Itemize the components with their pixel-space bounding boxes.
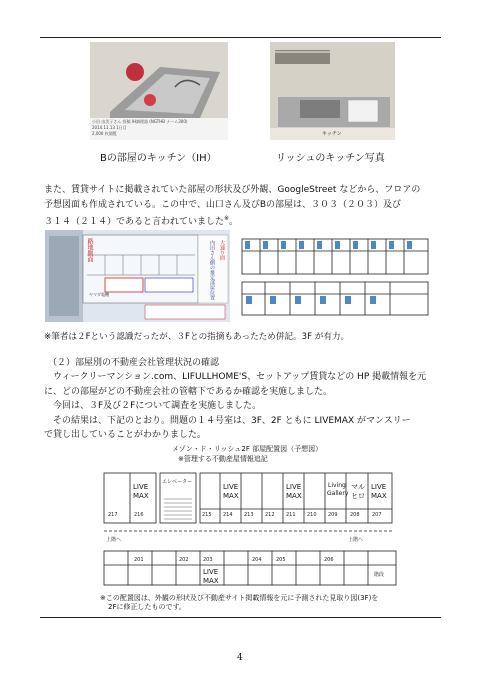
plan-note-line1: ※この配置図は、外観の形状及び不動産サイト掲載情報を元に予測された見取り図(3F)を: [100, 594, 379, 602]
livemax-203-live: LIVE: [203, 568, 219, 576]
section2-line3: 今回は、３F及び２Fについて調査を実施しました。: [53, 401, 262, 411]
photo1-meta-line2: 2014.11.13 1日目: [92, 125, 127, 130]
avenue-side-label: 大通り面: [219, 240, 225, 260]
room-216: 216: [134, 512, 144, 518]
maruhiro-hiro: ヒロ: [351, 492, 365, 500]
paragraph-floor-map-intro: また、賃貸サイトに掲載されていた部屋の形状及び外観、GoogleStreet などから、フロアの 予想図面も作成されている。この中で、山口さん及びBの部屋は、３０３（２０３）及び ３１４（２１４）であると言われていました※。: [44, 183, 440, 230]
room-217: 217: [108, 512, 118, 518]
room-203: 203: [203, 557, 213, 563]
ih-kitchen-photo: [90, 42, 228, 140]
road-side-label: 路地側面: [86, 238, 93, 262]
room-209: 209: [328, 512, 338, 518]
section2-line2: に、どの部屋がどの不動産会社の管轄下であるか確認を実施しました。: [44, 386, 333, 397]
stairs-label: 階段: [374, 572, 385, 578]
livemax-216-max: MAX: [133, 492, 149, 500]
room-206: 206: [324, 557, 334, 563]
bottom-rule: [40, 617, 441, 618]
livemax-207-live: LIVE: [371, 483, 387, 491]
livemax-211-max: MAX: [286, 492, 302, 500]
room-205: 205: [276, 557, 286, 563]
para1-line2: 予想図面も作成されている。この中で、山口さん及びBの部屋は、３０３（２０３）及び: [44, 199, 401, 210]
para1-line3: ３１４（２１４）であると言われていました: [44, 217, 225, 227]
para1-line1: また、賃貸サイトに掲載されていた部屋の形状及び外観、GoogleStreet などから、フロアの: [44, 185, 421, 195]
kitchen-label: キッチン: [322, 131, 342, 137]
section2-line4: その結果は、下記のとおり。問題の１４号室は、3F、2F ともに LIVEMAX がマンスリー: [53, 415, 411, 426]
estimated-room-label: 内田さん側の推定部屋位置: [209, 240, 215, 300]
room-210: 210: [307, 512, 317, 518]
section2-body: [44, 370, 440, 443]
livemax-203-max: MAX: [203, 577, 219, 585]
photo1-meta-line1: 小田 由美子さん 投稿 IH調理器 (NGTHB ナーム300): [92, 119, 188, 124]
upstairs-left: 上階へ: [106, 537, 122, 543]
livemax-211-live: LIVE: [286, 483, 302, 491]
room-213: 213: [244, 512, 254, 518]
floor-plan-2f: [100, 469, 400, 593]
room-201: 201: [134, 557, 144, 563]
section2-line5: で貸し出していることがわかりました。: [44, 430, 207, 440]
floor-plan-drawing: [240, 236, 430, 318]
upstairs-right: 上階へ: [348, 537, 364, 543]
room-215: 215: [202, 512, 212, 518]
room-207: 207: [372, 512, 382, 518]
store-label: ヤマダ電機: [89, 292, 109, 297]
note-floor-assumption: ※筆者は２Fという認識だったが、３Fとの指摘もあったため併記。3F が有力。: [44, 332, 350, 342]
livemax-207-max: MAX: [371, 492, 387, 500]
section2-line1: ウィークリーマンション.com、LIFULLHOME'S、セットアップ賃貸などの HP 掲載情報を元: [53, 372, 427, 382]
elevator-label: エレベーター: [162, 479, 193, 485]
livemax-216-live: LIVE: [133, 483, 149, 491]
plan-note-line2: 2Fに修正したものです。: [108, 603, 186, 611]
caption-ih-kitchen: Bの部屋のキッチン（IH）: [100, 153, 217, 164]
livemax-214-max: MAX: [223, 492, 239, 500]
page-number: 4: [237, 653, 243, 663]
floor-map-image: [45, 230, 230, 322]
caption-riche-kitchen: リッシュのキッチン写真: [276, 153, 385, 164]
plan-title: メゾン・ド・リッシュ2F 部屋配置図（予想図）: [172, 445, 323, 453]
living-gallery-gallery: Gallery: [327, 490, 349, 497]
top-rule: [40, 37, 441, 38]
riche-kitchen-photo: [270, 42, 395, 140]
room-202: 202: [179, 557, 189, 563]
plan-subtitle: ※管理する不動産屋情報追記: [178, 455, 268, 463]
room-212: 212: [265, 512, 275, 518]
living-gallery-living: Living: [328, 482, 346, 489]
room-214: 214: [223, 512, 233, 518]
room-211: 211: [286, 512, 296, 518]
section2-heading: （２）部屋別の不動産会社管理状況の確認: [48, 358, 220, 368]
maruhiro-maru: マル: [351, 483, 365, 491]
footnote-mark: ※: [224, 215, 230, 222]
photo1-meta-line3: 2,000 枚閲覧: [92, 131, 117, 136]
livemax-214-live: LIVE: [223, 483, 239, 491]
room-208: 208: [350, 512, 360, 518]
room-204: 204: [252, 557, 262, 563]
